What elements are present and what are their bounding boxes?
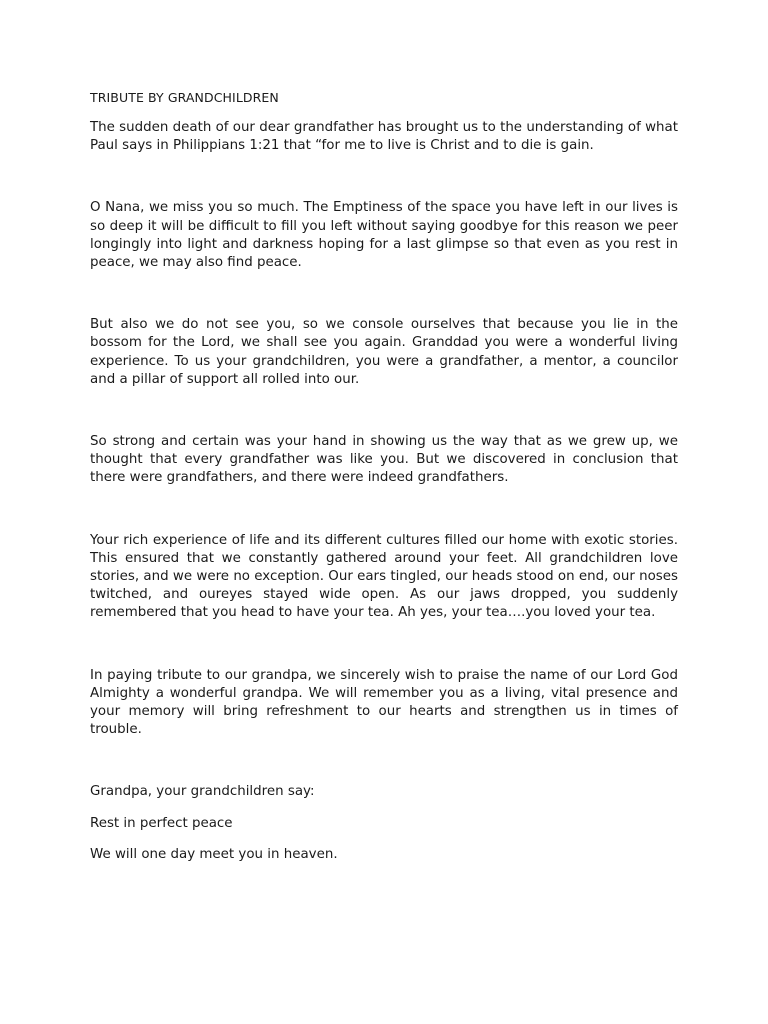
document-body <box>90 89 678 864</box>
paragraph-5: Your rich experience of life and its different cultures filled our home with exotic stories. This ensured that we constantly gathered around your feet. All grandchildren love stories, and we were no exception. Our ears tingled, our heads stood on end, our noses twitched, and oureyes stayed wide open. As our jaws dropped, you suddenly remembered that you head to have your tea. Ah yes, your tea….you loved your tea. <box>90 532 678 621</box>
paragraph-3: But also we do not see you, so we console ourselves that because you lie in the bossom for the Lord, we shall see you again. Granddad you were a wonderful living experience. To us your grandchildren, you were a grandfather, a mentor, a councilor and a pillar of support all rolled into our. <box>90 317 678 387</box>
document-title: TRIBUTE BY GRANDCHILDREN <box>90 90 279 105</box>
closing-line-2: Rest in perfect peace <box>90 815 233 831</box>
paragraph-1: The sudden death of our dear grandfather has brought us to the understanding of what Paul says in Philippians 1:21 that “for me to live is Christ and to die is gain. <box>90 120 678 154</box>
paragraph-6: In paying tribute to our grandpa, we sincerely wish to praise the name of our Lord God Almighty a wonderful grandpa. We will remember you as a living, vital presence and your memory will bring refreshment to our hearts and strengthen us in times of trouble. <box>90 667 678 738</box>
closing-line-1: Grandpa, your grandchildren say: <box>90 784 315 800</box>
paragraph-4: So strong and certain was your hand in showing us the way that as we grew up, we thought that every grandfather was like you. But we discovered in conclusion that there were grandfathers, and there were indeed grandfathers. <box>90 434 678 486</box>
paragraph-2: O Nana, we miss you so much. The Emptiness of the space you have left in our lives is so deep it will be difficult to fill you left without saying goodbye for this reason we peer longingly into light and darkness hoping for a last glimpse so that even as you rest in peace, we may also find peace. <box>90 200 678 271</box>
closing-line-3: We will one day meet you in heaven. <box>90 846 338 862</box>
